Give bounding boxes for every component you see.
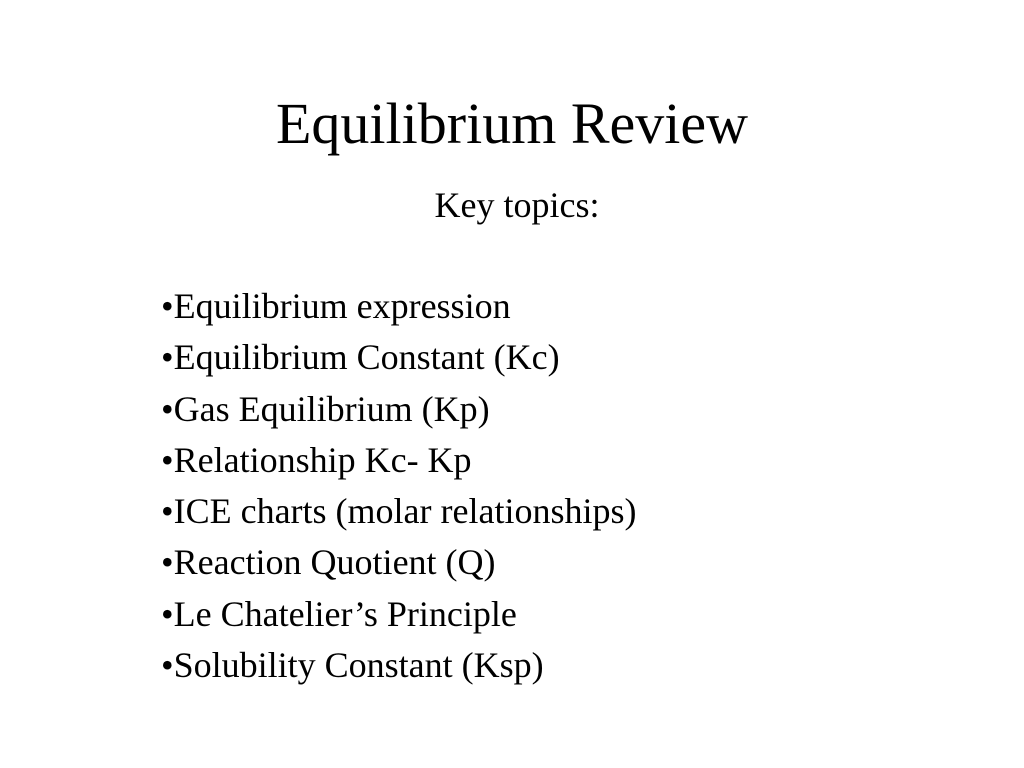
topic-item bbox=[161, 281, 636, 332]
topic-item bbox=[161, 486, 636, 537]
topic-list bbox=[161, 281, 636, 691]
bullet: • bbox=[161, 645, 174, 686]
bullet: • bbox=[161, 593, 174, 634]
slide-subtitle: Key topics: bbox=[434, 185, 600, 225]
topic-item bbox=[161, 640, 636, 691]
bullet: • bbox=[161, 491, 174, 532]
topic-label: ICE charts (molar relationships) bbox=[173, 491, 637, 532]
topic-item bbox=[161, 384, 636, 435]
topic-label: Relationship Kc- Kp bbox=[173, 439, 472, 480]
topic-item bbox=[161, 589, 636, 640]
topic-label: Gas Equilibrium (Kp) bbox=[173, 388, 490, 429]
topic-label: Equilibrium expression bbox=[173, 286, 511, 326]
topic-label: Equilibrium Constant (Kc) bbox=[173, 337, 560, 378]
topic-item bbox=[161, 435, 636, 486]
topic-item bbox=[161, 332, 636, 383]
bullet: • bbox=[161, 286, 174, 326]
topic-label: Le Chatelier’s Principle bbox=[173, 593, 517, 634]
bullet: • bbox=[161, 388, 174, 429]
bullet: • bbox=[161, 337, 174, 378]
bullet: • bbox=[161, 439, 174, 480]
topic-item bbox=[161, 537, 636, 588]
topic-label: Solubility Constant (Ksp) bbox=[173, 645, 544, 686]
topic-label: Reaction Quotient (Q) bbox=[173, 542, 496, 583]
bullet: • bbox=[161, 542, 174, 583]
slide-title: Equilibrium Review bbox=[276, 91, 748, 156]
